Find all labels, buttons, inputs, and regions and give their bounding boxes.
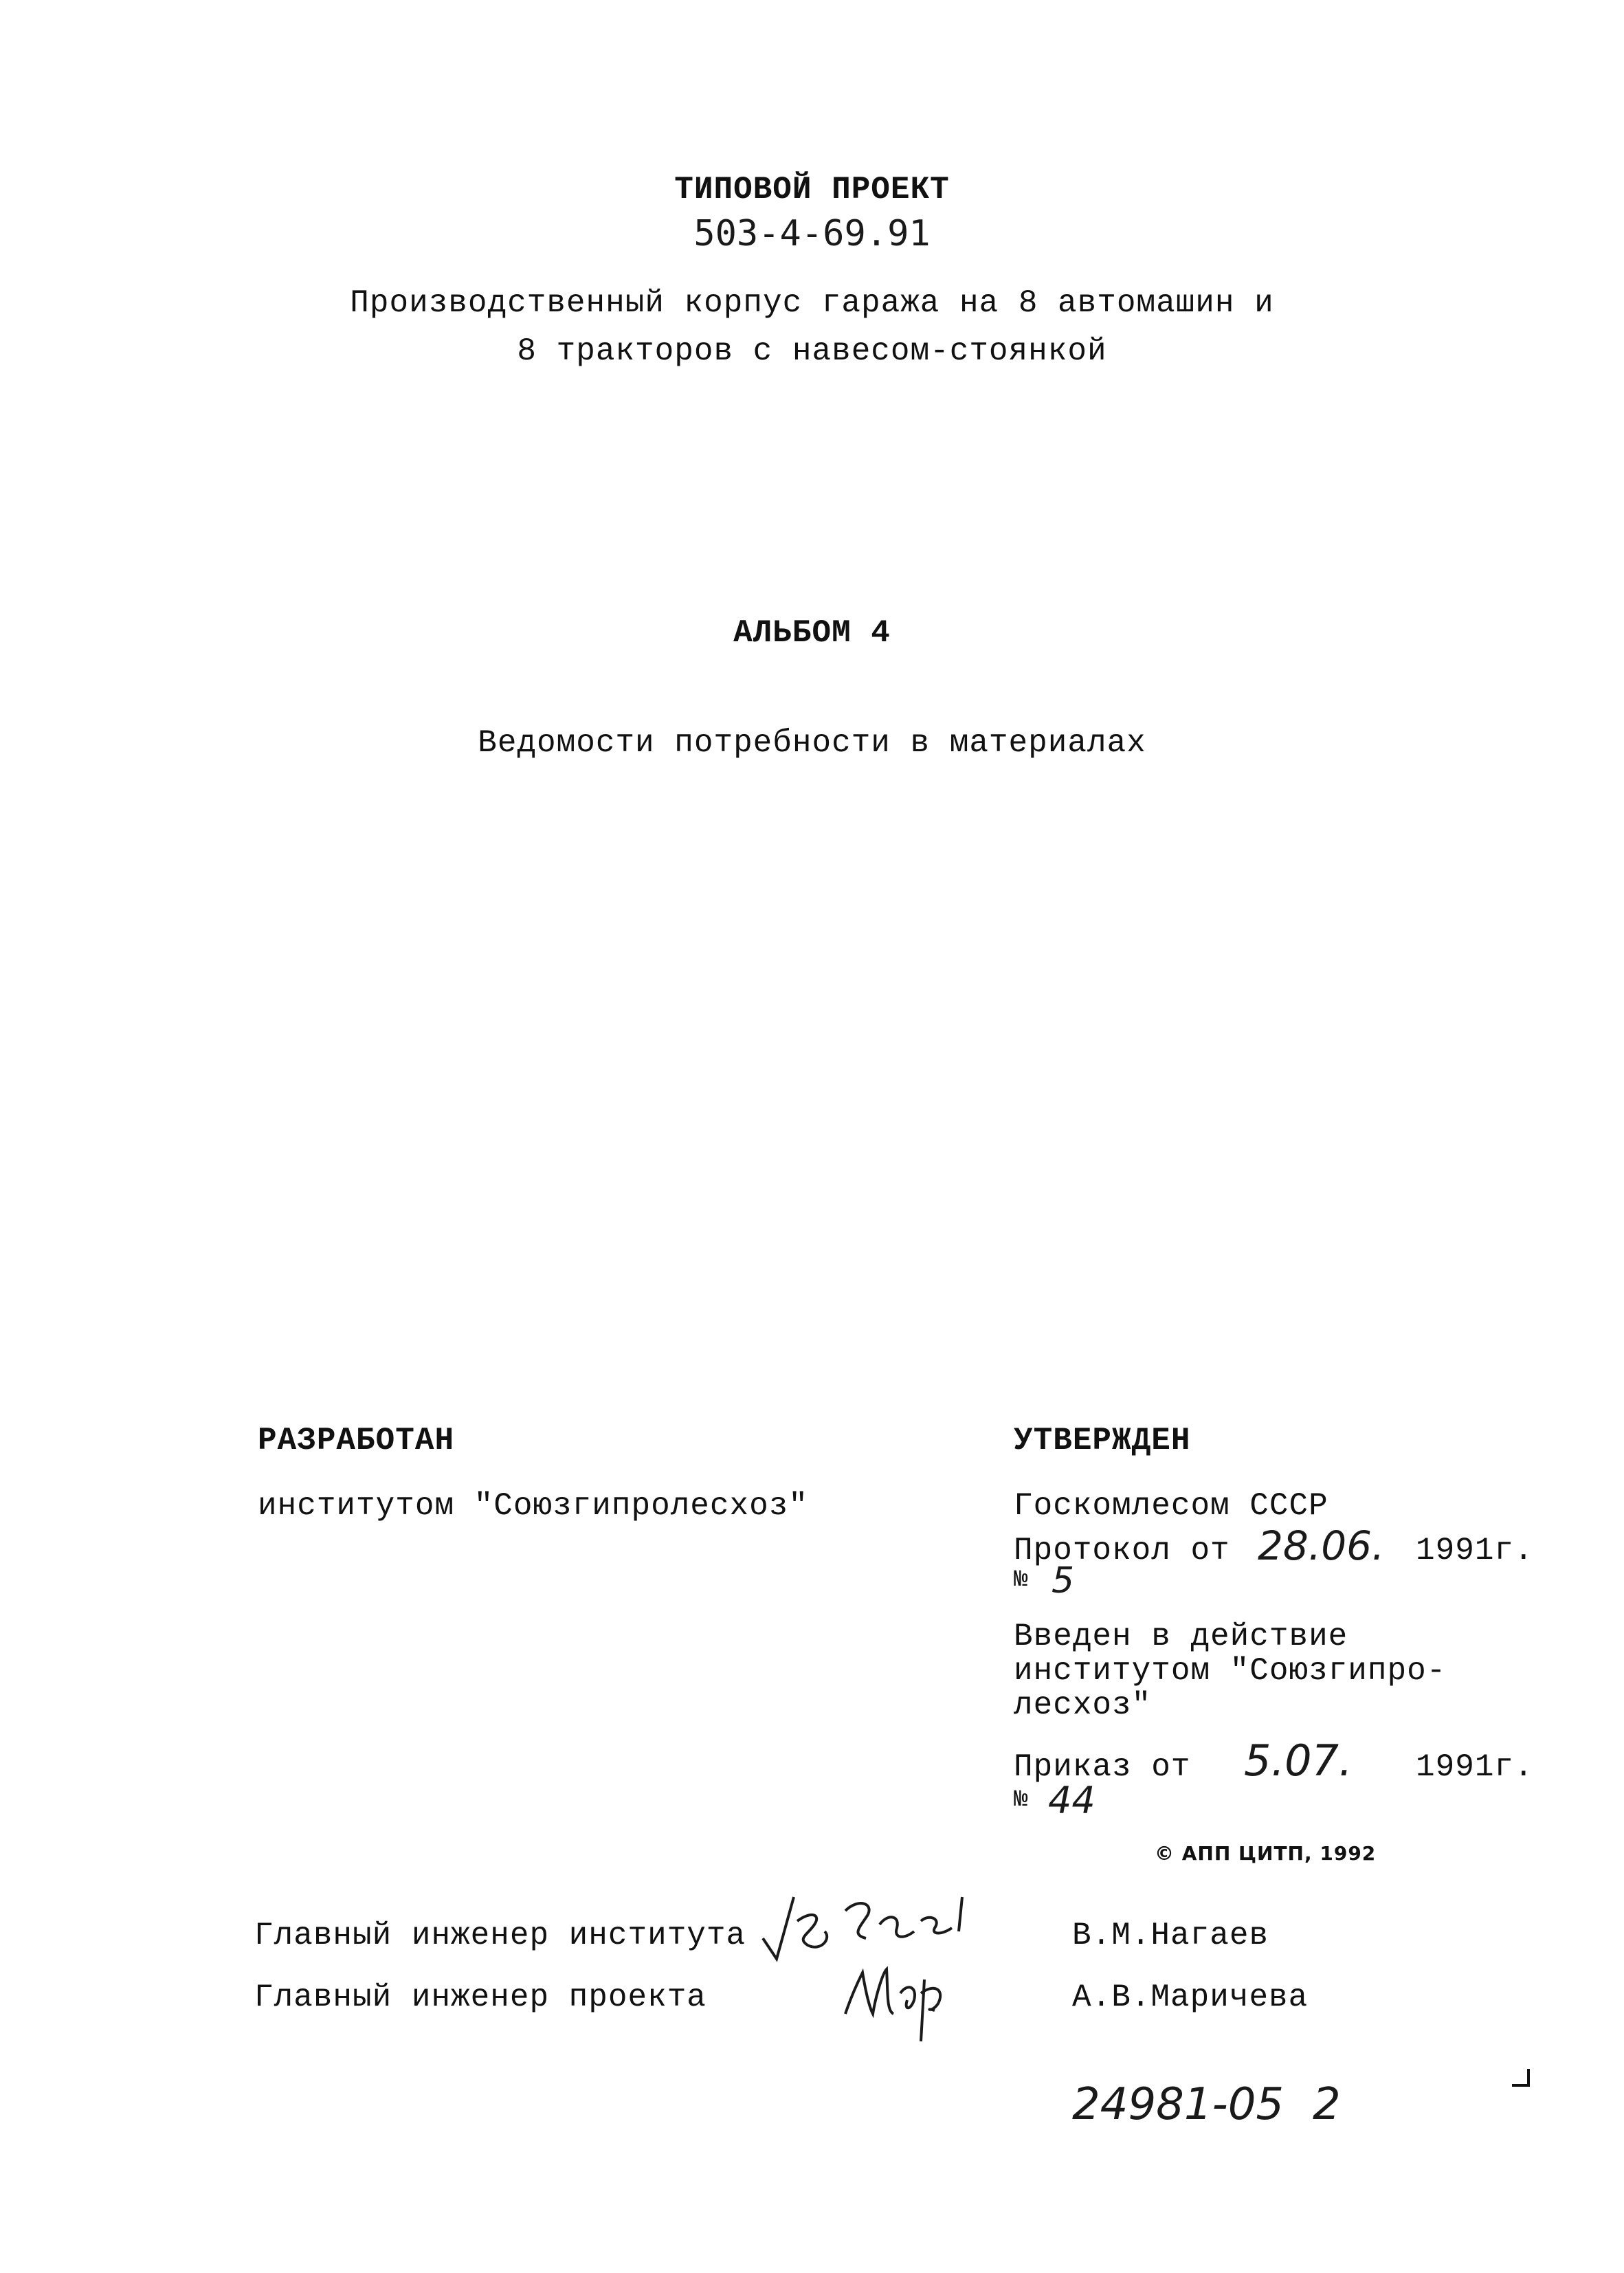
chief-engineer-institute-label: Главный инженер института: [254, 1918, 746, 1953]
project-code: 503-4-69.91: [693, 213, 931, 254]
copyright-note: © АПП ЦИТП, 1992: [1155, 1842, 1377, 1865]
order-year: 1991г.: [1416, 1749, 1534, 1785]
protocol-label: Протокол от: [1014, 1533, 1230, 1568]
project-description-line1: Производственный корпус гаража на 8 автомашин и: [350, 285, 1274, 321]
inventory-number: 24981-05: [1072, 2079, 1284, 2130]
enacted-line1: Введен в действие: [1014, 1619, 1348, 1654]
corner-mark: [1512, 2069, 1530, 2087]
order-date: 5.07.: [1244, 1736, 1353, 1786]
developed-heading: РАЗРАБОТАН: [258, 1423, 455, 1459]
developed-by: институтом "Союзгипролесхоз": [258, 1488, 808, 1524]
inventory-suffix: 2: [1313, 2079, 1341, 2130]
approved-authority: Госкомлесом СССР: [1014, 1488, 1328, 1524]
protocol-year: 1991г.: [1416, 1533, 1534, 1568]
order-number: 44: [1048, 1779, 1095, 1822]
enacted-line3: лесхоз": [1014, 1687, 1152, 1723]
protocol-number-label: №: [1014, 1567, 1029, 1593]
album-number: АЛЬБОМ 4: [733, 615, 891, 651]
chief-engineer-institute-name: В.М.Нагаев: [1072, 1918, 1269, 1953]
protocol-date: 28.06.: [1258, 1522, 1385, 1569]
project-description-line2: 8 тракторов с навесом-стоянкой: [517, 333, 1107, 369]
chief-engineer-project-name: А.В.Маричева: [1072, 1980, 1309, 2015]
order-label: Приказ от: [1014, 1749, 1191, 1785]
protocol-number: 5: [1052, 1560, 1075, 1601]
order-number-label: №: [1014, 1787, 1029, 1813]
chief-engineer-project-label: Главный инженер проекта: [254, 1980, 707, 2015]
enacted-line2: институтом "Союзгипро-: [1014, 1653, 1447, 1689]
document-title: ТИПОВОЙ ПРОЕКТ: [674, 172, 950, 208]
approved-heading: УТВЕРЖДЕН: [1014, 1423, 1191, 1459]
signature-maricheva: [838, 1952, 976, 2048]
album-title: Ведомости потребности в материалах: [478, 725, 1146, 761]
